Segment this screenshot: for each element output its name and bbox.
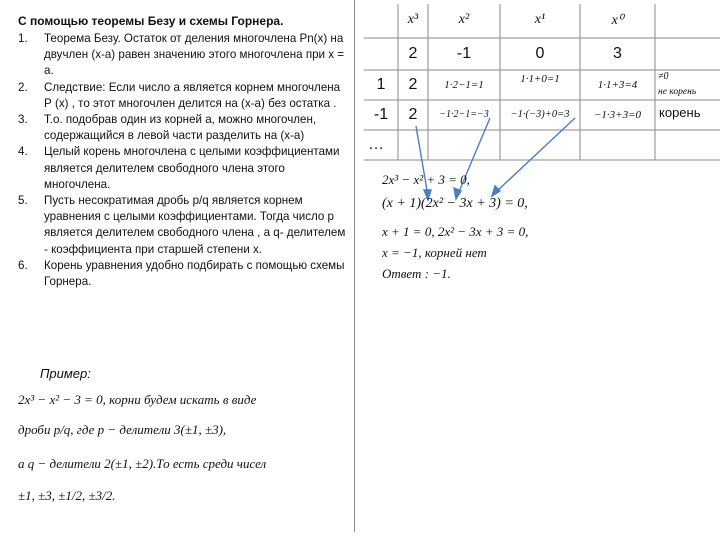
item-number: 4. bbox=[18, 145, 28, 159]
item-number: 5. bbox=[18, 194, 28, 208]
root-candidate: … bbox=[368, 136, 384, 153]
example-label: Пример: bbox=[40, 366, 91, 381]
example-line: а q − делители 2(±1, ±2).То есть среди чисел bbox=[18, 456, 267, 471]
root-candidate: -1 bbox=[373, 106, 389, 123]
horner-cell: 2 bbox=[408, 76, 418, 93]
item-number: 1. bbox=[18, 32, 28, 45]
coeff-a3: 2 bbox=[408, 45, 418, 62]
header-x2: x² bbox=[458, 12, 470, 27]
item-number: 2. bbox=[18, 80, 28, 94]
result-line: x = −1, корней нет bbox=[382, 245, 487, 260]
item-text: Пусть несократимая дробь p/q является корнем уравнения с целыми коэффициентами. Тогда число р является делителем свободного члена , а q- делителем - коэффициента при старшей степени х. bbox=[44, 194, 346, 256]
root-note: корень bbox=[659, 105, 701, 120]
arrow-head bbox=[492, 186, 500, 196]
result-line: 2x³ − x² + 3 = 0, bbox=[382, 172, 470, 187]
horner-cell: 1·1+0=1 bbox=[520, 73, 560, 85]
header-x1: x¹ bbox=[534, 12, 546, 27]
coeff-a0: 3 bbox=[613, 45, 622, 62]
remainder-note: ≠0 bbox=[658, 71, 669, 82]
horner-cell: −1·3+3=0 bbox=[593, 109, 642, 121]
example-line: 2x³ − x² − 3 = 0, корни будем искать в виде bbox=[18, 392, 257, 407]
item-text: Теорема Безу. Остаток от деления многочлена Pn(x) на двучлен (x-a) равен значению этого многочлена при x = a. bbox=[44, 32, 345, 78]
result-line: (x + 1)(2x² − 3x + 3) = 0, bbox=[382, 196, 528, 211]
arrow bbox=[496, 118, 575, 192]
horner-cell: −1·2−1=−3 bbox=[439, 109, 489, 120]
item-text: Следствие: Если число а является корнем многочлена Р (х) , то этот многочлен делится на (х-а) без остатка . bbox=[44, 80, 341, 110]
item-text: Т.о. подобрав один из корней а, можно многочлен, содержащийся в левой части разделить на (х-а) bbox=[44, 113, 317, 143]
coeff-a2: -1 bbox=[456, 45, 472, 62]
page-title: С помощью теоремы Безу и схемы Горнера. bbox=[18, 14, 284, 28]
horner-cell: −1·(−3)+0=3 bbox=[510, 109, 570, 120]
coeff-a1: 0 bbox=[535, 45, 545, 62]
horner-cell: 1·2−1=1 bbox=[444, 79, 484, 91]
header-x0: x⁰ bbox=[611, 13, 624, 28]
answer-line: Ответ : −1. bbox=[382, 266, 451, 281]
horner-cell: 2 bbox=[408, 106, 418, 123]
header-x3: x³ bbox=[407, 12, 419, 27]
example-line: дроби p/q, где p − делители 3(±1, ±3), bbox=[18, 422, 227, 437]
horner-cell: 1·1+3=4 bbox=[597, 79, 638, 91]
result-line: x + 1 = 0, 2x² − 3x + 3 = 0, bbox=[382, 224, 529, 239]
root-candidate: 1 bbox=[376, 76, 386, 93]
example-line: ±1, ±3, ±1/2, ±3/2. bbox=[18, 488, 116, 503]
item-text: Корень уравнения удобно подбирать с помощью схемы Горнера. bbox=[44, 258, 345, 289]
item-number: 6. bbox=[18, 258, 28, 272]
not-root-note: не корень bbox=[658, 87, 697, 97]
item-number: 3. bbox=[18, 113, 28, 127]
item-text: Целый корень многочлена с целыми коэффициентами является делителем свободного члена этого многочлена. bbox=[44, 145, 340, 191]
